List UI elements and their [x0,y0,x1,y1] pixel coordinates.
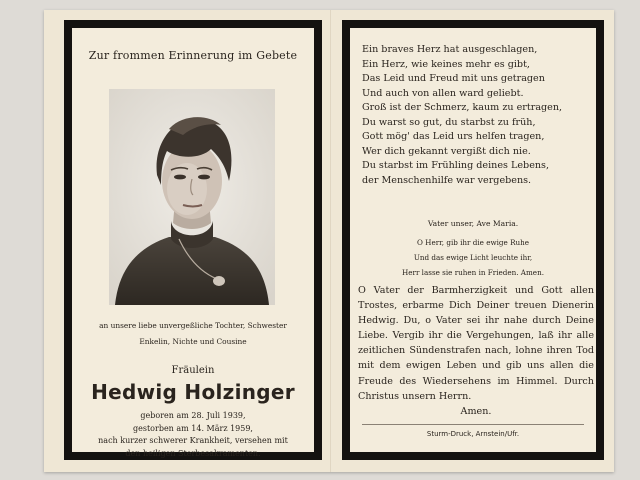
portrait-photo [109,89,275,305]
verse-line: Ein braves Herz hat ausgeschlagen, [362,44,538,55]
date-line: geboren am 28. Juli 1939, [140,411,246,420]
printer-imprint: Sturm-Druck, Arnstein/Ufr. [426,430,520,438]
prayer-line: O Herr, gib ihr die ewige Ruhe [417,238,529,247]
honorific-title: Fräulein [171,365,215,376]
verse-line: Wer dich gekannt vergißt dich nie. [362,145,531,157]
prayer-block [350,216,596,280]
prayer-paragraph [358,283,594,419]
amen-line: Amen. [460,405,492,417]
verse-line: Groß ist der Schmerz, kaum zu ertragen, [362,102,563,113]
verse-line: Gott mög' das Leid urs helfen tragen, [362,131,545,142]
caption-line: Enkelin, Nichte und Cousine [139,337,247,346]
verse-line: der Menschenhilfe war vergebens. [362,174,532,186]
verse-line: Du starbst im Frühling deines Lebens, [362,160,550,171]
date-line: nach kurzer schwerer Krankheit, versehen mit [98,436,288,445]
verse-line: Und auch von allen ward geliebt. [362,87,524,99]
caption-line: an unsere liebe unvergeßliche Tochter, Schwester [99,321,287,330]
prayer-line: Und das ewige Licht leuchte ihr, [413,253,533,262]
prayer-line: Herr lasse sie ruhen in Frieden. Amen. [402,268,544,277]
divider [362,424,584,425]
life-dates [72,410,314,460]
memorial-heading: Zur frommen Erinnerung im Gebete [88,49,298,62]
deceased-name: Hedwig Holzinger [91,380,295,404]
portrait-image [109,89,275,305]
right-panel [350,28,596,452]
relationship-caption [72,318,314,350]
memorial-verse [362,43,592,188]
right-panel-black-border [342,20,604,460]
verse-line: Du warst so gut, du starbst zu früh, [362,116,536,128]
prayer-line: Vater unser, Ave Maria. [427,219,519,228]
date-line: gestorben am 14. März 1959, [133,423,253,433]
card-fold [330,10,332,472]
date-line: den heiligen Sterbesakramenten. [125,448,261,458]
left-panel [72,28,314,458]
left-panel-black-border [64,20,322,460]
verse-line: Das Leid und Freud mit uns getragen [362,73,545,84]
verse-line: Ein Herz, wie keines mehr es gibt, [362,58,530,70]
paragraph-text: O Vater der Barmherzigkeit und Gott allen Trostes, erbarme Dich Deiner treuen Dienerin Hedwig. Du, o Vater sei ihr nahe durch Deine Liebe. Vergib ihr die Vergehungen, laß ihr alle zeitlichen Sündenstrafen nach, lohne ihren Tod mit dem ewigen Leben und gib uns allen die Freude des Wiedersehens im Himmel. Durch Christus unsern Herrn. [358,285,594,402]
